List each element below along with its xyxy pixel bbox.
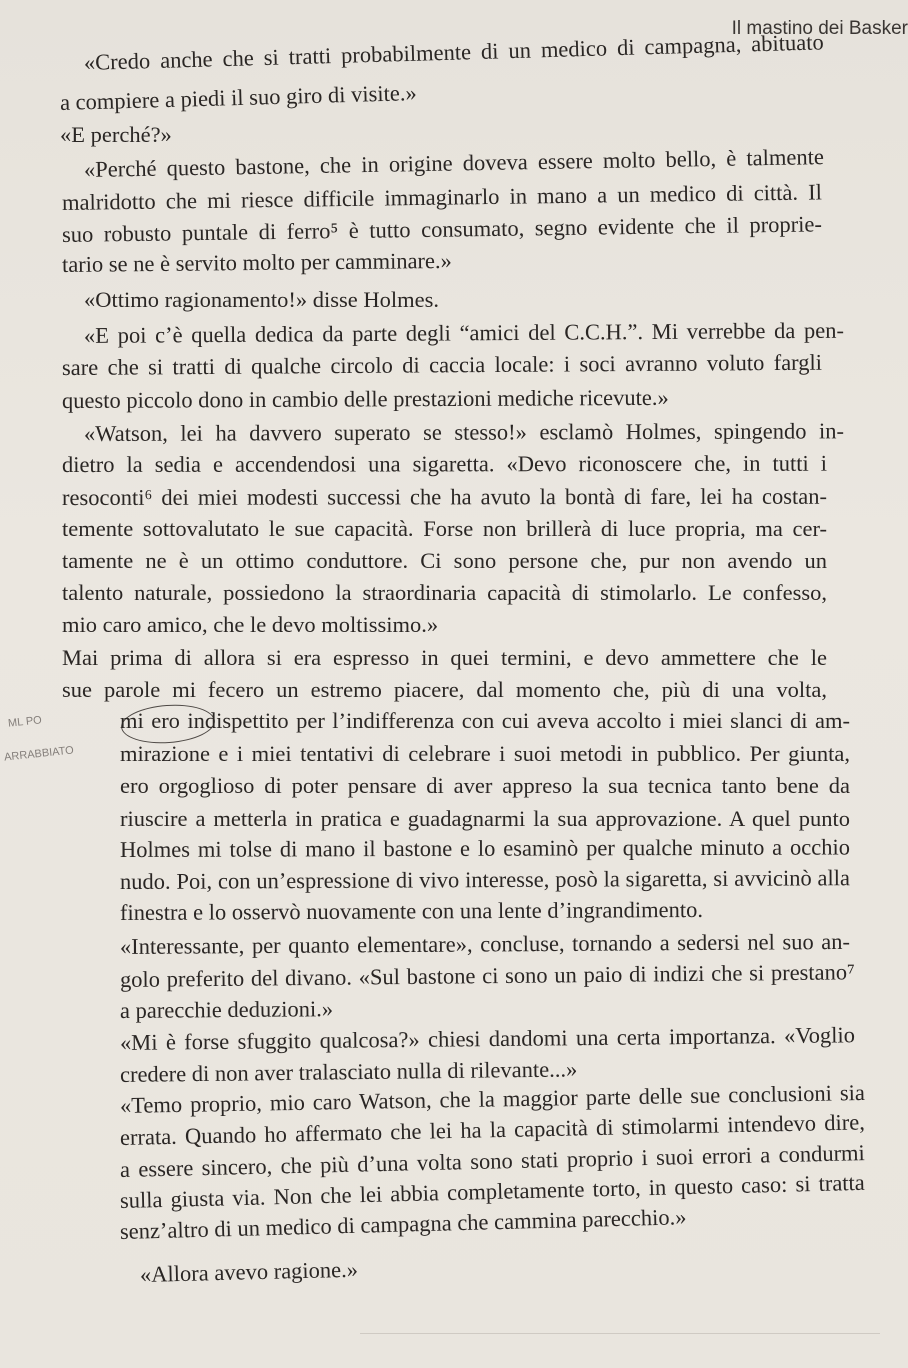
- text-line: resoconti⁶ dei miei modesti successi che ha avuto la bontà di fare, lei ha costan-: [61, 483, 828, 510]
- margin-note-1: ML PO: [7, 714, 43, 730]
- text-line: finestra e lo osservò nuovamente con una lente d’ingrandimento.: [119, 896, 704, 925]
- text-line: credere di non aver tralasciato nulla di rilevante...»: [119, 1056, 578, 1087]
- text-line: dietro la sedia e accendendosi una sigaretta. «Devo riconoscere che, in tutti i: [61, 450, 828, 477]
- text-line: «Credo anche che si tratti probabilmente di un medico di campagna, abituato: [83, 29, 825, 75]
- page-edge-line: [360, 1333, 880, 1334]
- text-line: suo robusto puntale di ferro⁵ è tutto consumato, segno evidente che il proprie-: [61, 211, 823, 247]
- text-line: sue parole mi fecero un estremo piacere, dal momento che, più di una volta,: [62, 677, 827, 702]
- text-line: nudo. Poi, con un’espressione di vivo interesse, posò la sigaretta, si avvicinò alla: [119, 865, 851, 894]
- running-header: Il mastino dei Basker: [731, 18, 908, 39]
- text-line: «Mi è forse sfuggito qualcosa?» chiesi dandomi una certa importanza. «Voglio: [119, 1022, 856, 1055]
- text-line: talento naturale, possiedono la straordinaria capacità di stimolarlo. Le confesso,: [62, 580, 827, 605]
- text-line: senz’altro di un medico di campagna che cammina parecchio.»: [119, 1204, 687, 1244]
- text-line: mi ero indispettito per l’indifferenza con cui aveva accolto i miei slanci di am-: [120, 708, 850, 733]
- text-line: a essere sincero, che più d’una volta sono stati proprio i suoi errori a condurmi: [119, 1140, 866, 1182]
- text-line: tario se ne è servito molto per camminare.»: [61, 247, 452, 277]
- text-line: «Perché questo bastone, che in origine doveva essere molto bello, è talmente: [83, 144, 825, 182]
- text-line: mio caro amico, che le devo moltissimo.»: [62, 612, 439, 637]
- text-line: riuscire a metterla in pratica e guadagnarmi la sua approvazione. A quel punto: [120, 806, 850, 831]
- text-line: golo preferito del divano. «Sul bastone ci sono un paio di indizi che si prestano⁷: [119, 959, 856, 992]
- text-line: Mai prima di allora si era espresso in quei termini, e devo ammettere che le: [62, 645, 827, 670]
- text-line: «E perché?»: [60, 122, 172, 147]
- text-line: sare che si tratti di qualche circolo di caccia locale: i soci avranno voluto fargli: [61, 349, 823, 380]
- text-line: a parecchie deduzioni.»: [119, 996, 334, 1023]
- text-line: temente sottovalutato le sue capacità. Forse non brillerà di luce propria, ma cer-: [62, 516, 827, 541]
- text-line: sulla giusta via. Non che lei abbia completamente torto, in questo caso: si tratta: [119, 1169, 866, 1213]
- text-line: mirazione e i miei tentativi di celebrare i suoi metodi in pubblico. Per giunta,: [120, 741, 850, 766]
- text-line: a compiere a piedi il suo giro di visite.»: [59, 80, 417, 115]
- margin-note-2: ARRABBIATO: [3, 744, 75, 764]
- text-line: errata. Quando ho affermato che lei ha la capacità di stimolarmi intendevo dire,: [119, 1109, 866, 1150]
- text-line: «Ottimo ragionamento!» disse Holmes.: [84, 287, 439, 312]
- text-line: «Watson, lei ha davvero superato se stesso!» esclamò Holmes, spingendo in-: [83, 418, 845, 446]
- text-line: malridotto che mi riesce difficile immaginarlo in mano a un medico di città. Il: [61, 179, 823, 215]
- text-line: «E poi c’è quella dedica da parte degli “amici del C.C.H.”. Mi verrebbe da pen-: [83, 317, 845, 348]
- text-line: questo piccolo dono in cambio delle prestazioni mediche ricevute.»: [61, 384, 669, 413]
- text-line: «Interessante, per quanto elementare», concluse, tornando a sedersi nel suo an-: [119, 928, 851, 959]
- text-line: «Temo proprio, mio caro Watson, che la maggior parte delle sue conclusioni sia: [119, 1080, 866, 1118]
- text-line: ero orgoglioso di poter pensare di aver appreso la sua tecnica tanto bene da: [120, 773, 850, 798]
- text-line: Holmes mi tolse di mano il bastone e lo esaminò per qualche minuto a occhio: [119, 834, 851, 862]
- text-line: tamente ne è un ottimo conduttore. Ci sono persone che, pur non avendo un: [62, 548, 827, 573]
- text-line: «Allora avevo ragione.»: [139, 1256, 359, 1287]
